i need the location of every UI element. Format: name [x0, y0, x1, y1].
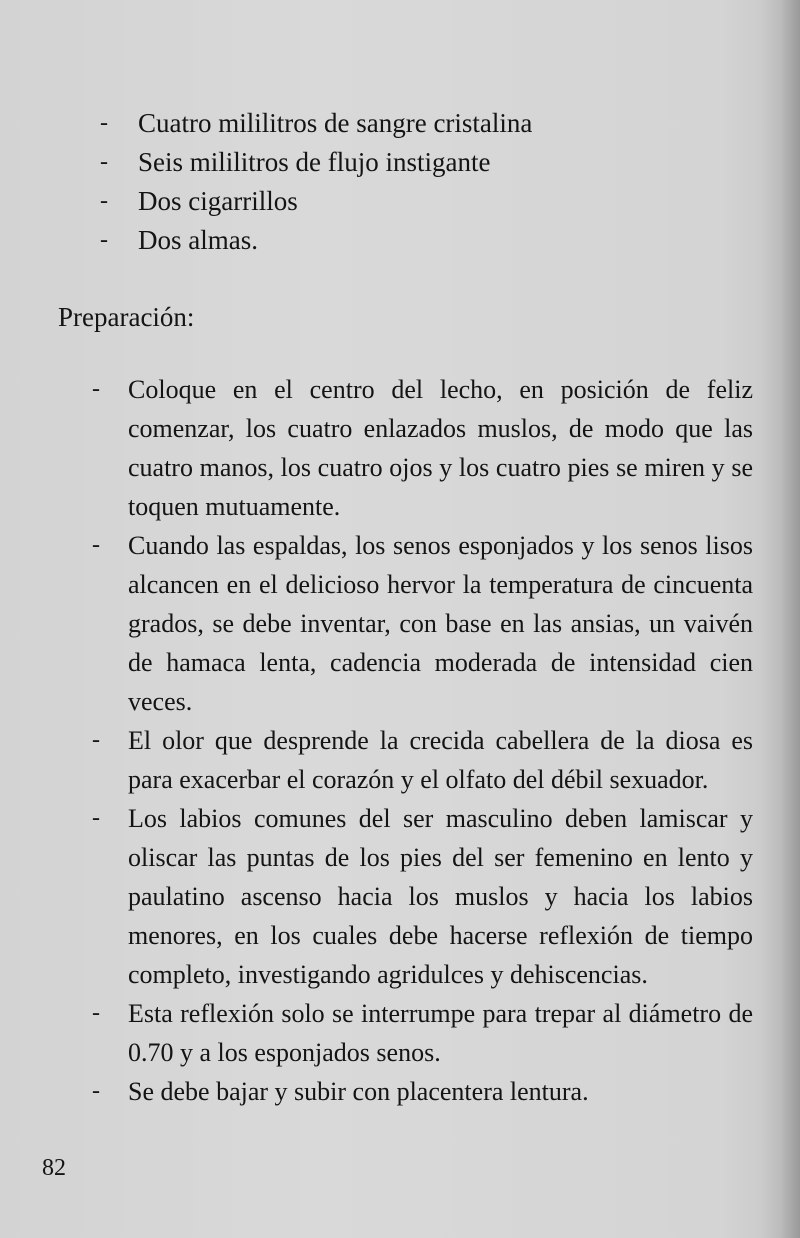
- step-text: Se debe bajar y subir con placentera lentura.: [128, 1077, 589, 1106]
- bullet-dash: -: [100, 149, 108, 175]
- step-text: Esta reflexión solo se interrumpe para trepar al diámetro de 0.70 y a los esponjados senos.: [128, 999, 753, 1067]
- bullet-dash: -: [92, 727, 100, 753]
- preparation-steps-list: [88, 370, 768, 1111]
- ingredient-item: [100, 143, 760, 182]
- bullet-dash: -: [92, 376, 100, 402]
- preparation-heading: Preparación:: [58, 302, 195, 332]
- bullet-dash: -: [92, 532, 100, 558]
- ingredient-item: [100, 221, 760, 260]
- bullet-dash: -: [100, 227, 108, 253]
- step-text: Los labios comunes del ser masculino deben lamiscar y oliscar las puntas de los pies del ser femenino en lento y paulatino ascenso hacia los muslos y hacia los labios menores, en los cuales debe hacerse reflexión de tiempo completo, investigando agridulces y dehiscencias.: [128, 804, 753, 989]
- step-text: Coloque en el centro del lecho, en posición de feliz comenzar, los cuatro enlazados muslos, de modo que las cuatro manos, los cuatro ojos y los cuatro pies se miren y se toquen mutuamente.: [128, 375, 753, 521]
- step-item: [88, 526, 753, 721]
- ingredient-text: Dos cigarrillos: [138, 186, 298, 216]
- bullet-dash: -: [92, 1000, 100, 1026]
- ingredient-item: [100, 104, 760, 143]
- ingredient-text: Seis mililitros de flujo instigante: [138, 147, 491, 177]
- step-item: [88, 1072, 753, 1111]
- bullet-dash: -: [92, 1078, 100, 1104]
- ingredients-list: [100, 104, 760, 260]
- bullet-dash: -: [100, 188, 108, 214]
- ingredient-text: Dos almas.: [138, 225, 258, 255]
- ingredient-item: [100, 182, 760, 221]
- step-item: [88, 799, 753, 994]
- bullet-dash: -: [100, 110, 108, 136]
- ingredient-text: Cuatro mililitros de sangre cristalina: [138, 108, 533, 138]
- step-item: [88, 721, 753, 799]
- step-text: El olor que desprende la crecida cabellera de la diosa es para exacerbar el corazón y el olfato del débil sexuador.: [128, 726, 753, 794]
- step-item: [88, 994, 753, 1072]
- step-text: Cuando las espaldas, los senos esponjados y los senos lisos alcancen en el delicioso hervor la temperatura de cincuenta grados, se debe inventar, con base en las ansias, un vaivén de hamaca lenta, cadencia moderada de intensidad cien veces.: [128, 531, 753, 716]
- page-number: 82: [42, 1155, 66, 1181]
- step-item: [88, 370, 753, 526]
- bullet-dash: -: [92, 805, 100, 831]
